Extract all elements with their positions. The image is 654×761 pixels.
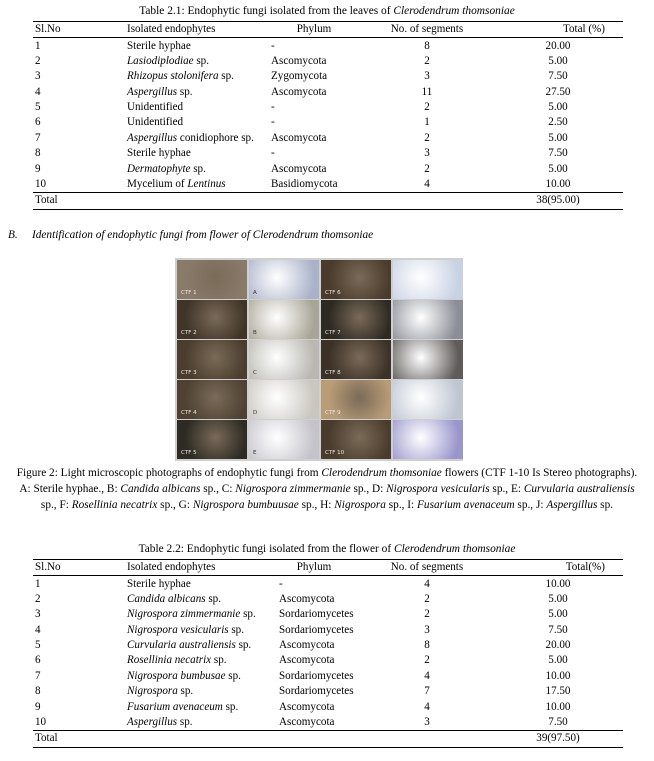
figure-panel: [177, 300, 247, 339]
figure-panel-label: CTF 7: [325, 329, 341, 336]
cell-total: 5.00: [548, 654, 568, 667]
endophyte-post-text: sp.: [225, 669, 241, 682]
figure-panel-label: D: [253, 409, 258, 416]
endophyte-italic-text: Curvularia australiensis: [127, 639, 236, 652]
figure-panel: [393, 380, 463, 419]
figure-panel-label: E: [253, 449, 257, 456]
cell-endophyte: [125, 700, 265, 715]
caption-text: sp., C:: [200, 483, 236, 495]
cell-slno: 7: [35, 669, 41, 682]
table2-body: [33, 576, 623, 731]
table-row: [33, 592, 623, 607]
figure-panel: [177, 260, 247, 299]
endophyte-pre-text: Mycelium of: [127, 178, 188, 191]
table1-header-total: Total (%): [491, 22, 623, 38]
endophyte-italic-text: Rhizopus stolonifera: [127, 70, 219, 83]
figure-panel: [321, 300, 391, 339]
figure-panel-label: CTF 9: [325, 409, 341, 416]
cell-total: 17.50: [545, 685, 571, 698]
cell-phylum: Zygomycota: [271, 70, 328, 83]
endophyte-italic-text: Aspergillus: [127, 131, 178, 144]
cell-segments: 7: [424, 685, 430, 698]
cell-slno: 9: [35, 700, 41, 713]
figure-2-photo-grid: [175, 258, 463, 461]
figure-panel-label: CTF 1: [181, 289, 197, 296]
cell-total: 7.50: [548, 623, 568, 636]
table-row: [33, 131, 623, 146]
table1-header-phylum: Phylum: [265, 22, 363, 38]
cell-total: 2.50: [548, 116, 568, 129]
cell-total: 5.00: [548, 608, 568, 621]
figure-panel: [393, 300, 463, 339]
cell-slno: 2: [35, 592, 41, 605]
table-row: [33, 715, 623, 731]
cell-phylum: Ascomycota: [271, 131, 327, 144]
caption-species-text: Clerodendrum thomsoniae: [321, 467, 442, 479]
cell-slno: 5: [35, 639, 41, 652]
caption-species-text: Curvularia australiensis: [523, 483, 635, 495]
figure-panel-label: CTF 5: [181, 449, 197, 456]
endophyte-post-text: conidiophore sp.: [177, 131, 254, 144]
cell-slno: 9: [35, 162, 41, 175]
cell-segments: 4: [424, 178, 430, 191]
cell-total: 20.00: [545, 639, 571, 652]
cell-endophyte: [125, 653, 265, 668]
cell-segments: 11: [421, 85, 433, 98]
table-row: [33, 85, 623, 100]
table1-total-value: 38(95.00): [491, 193, 623, 209]
endophyte-pre-text: Unidentified: [127, 116, 184, 129]
table-row: [33, 684, 623, 699]
cell-phylum: -: [271, 39, 275, 52]
caption-text: sp., G:: [157, 499, 193, 511]
cell-total: 20.00: [545, 39, 571, 52]
cell-endophyte: [125, 715, 265, 731]
cell-segments: 4: [424, 700, 430, 713]
endophyte-post-text: sp.: [240, 608, 256, 621]
cell-segments: 2: [424, 608, 430, 621]
cell-endophyte: [125, 131, 265, 146]
cell-total: 5.00: [548, 592, 568, 605]
table2-total-value: 39(97.50): [491, 731, 623, 747]
caption-text: sp., H:: [298, 499, 335, 511]
cell-slno: 1: [35, 577, 41, 590]
cell-slno: 3: [35, 70, 41, 83]
endophyte-italic-text: Nigrospora vesicularis: [127, 623, 229, 636]
section-b-title: Identification of endophytic fungi from flower of Clerodendrum thomsoniae: [32, 229, 374, 241]
endophyte-pre-text: Sterile hyphae: [127, 39, 191, 52]
table1-header-segments: No. of segments: [363, 22, 491, 38]
figure-panel: [393, 420, 463, 459]
figure-2-caption: [14, 465, 640, 513]
cell-phylum: Sordariomycetes: [279, 608, 354, 621]
endophyte-italic-text: Lentinus: [187, 178, 226, 191]
cell-phylum: Ascomycota: [279, 592, 335, 605]
cell-phylum: -: [271, 116, 275, 129]
cell-slno: 7: [35, 131, 41, 144]
table2-header-row: [33, 560, 623, 576]
figure-panel-label: CTF 2: [181, 329, 197, 336]
figure-panel: [177, 420, 247, 459]
cell-phylum: Basidiomycota: [271, 178, 338, 191]
endophyte-post-text: sp.: [218, 70, 234, 83]
figure-panel: [249, 380, 319, 419]
table1-total-row: [33, 193, 623, 209]
caption-species-text: Rosellinia necatrix: [71, 499, 158, 511]
endophyte-italic-text: Aspergillus: [127, 716, 178, 729]
cell-slno: 8: [35, 685, 41, 698]
cell-total: 7.50: [548, 147, 568, 160]
caption-text: flowers (CTF 1-10 Is Stereo photographs). A: Sterile hyphae., B:: [19, 467, 638, 495]
endophyte-italic-text: Dermatophyte: [127, 162, 191, 175]
table2-header-phylum: Phylum: [265, 560, 363, 576]
cell-total: 27.50: [545, 85, 571, 98]
table2-total-row: [33, 731, 623, 747]
table2-header-endophytes: Isolated endophytes: [125, 560, 265, 576]
cell-total: 5.00: [548, 54, 568, 67]
cell-endophyte: [125, 38, 265, 54]
table-row: [33, 576, 623, 592]
cell-phylum: Ascomycota: [279, 716, 335, 729]
figure-panel: [321, 260, 391, 299]
table-row: [33, 700, 623, 715]
cell-endophyte: [125, 638, 265, 653]
cell-segments: 8: [424, 639, 430, 652]
cell-endophyte: [125, 684, 265, 699]
figure-panel: [393, 340, 463, 379]
endophyte-italic-text: Rosellinia necatrix: [127, 654, 212, 667]
table-row: [33, 146, 623, 161]
table-row: [33, 54, 623, 69]
figure-panel: [393, 260, 463, 299]
cell-endophyte: [125, 669, 265, 684]
section-b-heading: [8, 230, 373, 241]
endophyte-post-text: sp.: [228, 623, 245, 636]
endophyte-post-text: sp.: [235, 639, 252, 652]
table1-caption: [0, 6, 654, 17]
table2-total-label: Total: [33, 731, 125, 747]
table1-caption-prefix: Table 2.1: Endophytic fungi isolated from the leaves of: [139, 5, 394, 17]
cell-segments: 2: [424, 592, 430, 605]
table1-header-endophytes: Isolated endophytes: [125, 22, 265, 38]
cell-segments: 3: [424, 147, 430, 160]
caption-species-text: Fusarium avenaceum: [417, 499, 515, 511]
cell-phylum: Ascomycota: [279, 654, 335, 667]
table-row: [33, 100, 623, 115]
cell-phylum: Sordariomycetes: [279, 685, 354, 698]
cell-segments: 3: [424, 70, 430, 83]
figure-panel-label: CTF 4: [181, 409, 197, 416]
cell-segments: 2: [424, 54, 430, 67]
cell-endophyte: [125, 607, 265, 622]
cell-endophyte: [125, 54, 265, 69]
table2-caption: [0, 544, 654, 555]
cell-endophyte: [125, 146, 265, 161]
caption-species-text: Nigrospora bumbuusae: [192, 499, 299, 511]
endophyte-pre-text: Sterile hyphae: [127, 147, 191, 160]
cell-segments: 2: [424, 654, 430, 667]
cell-total: 10.00: [545, 669, 571, 682]
cell-phylum: Sordariomycetes: [279, 623, 354, 636]
table-row: [33, 177, 623, 193]
cell-slno: 6: [35, 654, 41, 667]
cell-slno: 2: [35, 54, 41, 67]
cell-endophyte: [125, 162, 265, 177]
cell-segments: 2: [424, 101, 430, 114]
table-row: [33, 115, 623, 130]
caption-species-text: Candida albicans: [120, 483, 201, 495]
cell-slno: 4: [35, 85, 41, 98]
figure-panel: [177, 380, 247, 419]
cell-slno: 10: [35, 716, 47, 729]
cell-total: 7.50: [548, 70, 568, 83]
caption-text: Figure 2: Light microscopic photographs of endophytic fungi from: [16, 467, 322, 479]
endophyte-italic-text: Nigrospora zimmermanie: [127, 608, 241, 621]
figure-panel: [321, 340, 391, 379]
cell-segments: 2: [424, 131, 430, 144]
cell-phylum: Ascomycota: [279, 700, 335, 713]
figure-panel: [321, 420, 391, 459]
table1-total-label: Total: [33, 193, 125, 209]
figure-panel: [249, 260, 319, 299]
cell-total: 7.50: [548, 716, 568, 729]
table-row: [33, 669, 623, 684]
caption-species-text: Nigrospora vesicularis: [386, 483, 490, 495]
cell-segments: 3: [424, 716, 430, 729]
cell-slno: 6: [35, 116, 41, 129]
cell-phylum: Ascomycota: [279, 639, 335, 652]
table1-caption-species: Clerodendrum thomsoniae: [393, 5, 515, 17]
endophyte-post-text: sp.: [193, 54, 209, 67]
cell-total: 5.00: [548, 131, 568, 144]
caption-text: sp., I:: [385, 499, 418, 511]
caption-text: sp., D:: [350, 483, 387, 495]
table2-caption-prefix: Table 2.2: Endophytic fungi isolated from the flower of: [138, 543, 395, 555]
endophyte-post-text: sp.: [190, 162, 206, 175]
cell-slno: 1: [35, 39, 41, 52]
endophyte-post-text: sp.: [177, 716, 193, 729]
endophyte-italic-text: Lasiodiplodiae: [127, 54, 194, 67]
cell-endophyte: [125, 85, 265, 100]
table2-header-slno: Sl.No: [33, 560, 125, 576]
table1-header-slno: Sl.No: [33, 22, 125, 38]
endophyte-pre-text: Unidentified: [127, 101, 184, 114]
table-row: [33, 69, 623, 84]
table1-body: [33, 38, 623, 193]
endophyte-post-text: sp.: [177, 685, 194, 698]
table-row: [33, 638, 623, 653]
table2: [33, 559, 623, 748]
table-row: [33, 623, 623, 638]
cell-phylum: Ascomycota: [271, 85, 327, 98]
cell-endophyte: [125, 592, 265, 607]
figure-panel-label: CTF 3: [181, 369, 197, 376]
cell-phylum: -: [271, 147, 275, 160]
cell-segments: 2: [424, 162, 430, 175]
table2-header-segments: No. of segments: [363, 560, 491, 576]
figure-panel: [177, 340, 247, 379]
cell-phylum: Ascomycota: [271, 162, 327, 175]
cell-phylum: -: [271, 101, 275, 114]
cell-endophyte: [125, 623, 265, 638]
caption-text: sp., F:: [40, 499, 72, 511]
cell-slno: 4: [35, 623, 41, 636]
table-row: [33, 607, 623, 622]
caption-text: sp., J:: [514, 499, 547, 511]
endophyte-italic-text: Fusarium avenaceum: [127, 700, 223, 713]
endophyte-italic-text: Nigrospora: [127, 685, 178, 698]
cell-segments: 8: [424, 39, 430, 52]
cell-slno: 8: [35, 147, 41, 160]
table-row: [33, 653, 623, 668]
endophyte-post-text: sp.: [211, 654, 227, 667]
table2-header-total: Total(%): [491, 560, 623, 576]
cell-total: 10.00: [545, 178, 571, 191]
figure-panel: [321, 380, 391, 419]
table1-header-row: [33, 22, 623, 38]
table1: [33, 21, 623, 210]
cell-segments: 1: [424, 116, 430, 129]
cell-phylum: Sordariomycetes: [279, 669, 354, 682]
endophyte-italic-text: Candida albicans: [127, 592, 206, 605]
cell-endophyte: [125, 576, 265, 592]
section-b-letter: B.: [8, 229, 18, 241]
endophyte-pre-text: Sterile hyphae: [127, 577, 191, 590]
cell-segments: 3: [424, 623, 430, 636]
cell-endophyte: [125, 100, 265, 115]
cell-total: 5.00: [548, 101, 568, 114]
figure-panel-label: A: [253, 289, 257, 296]
cell-endophyte: [125, 115, 265, 130]
caption-text: sp.: [597, 499, 614, 511]
cell-slno: 10: [35, 178, 47, 191]
cell-endophyte: [125, 69, 265, 84]
endophyte-italic-text: Aspergillus: [127, 85, 178, 98]
cell-phylum: Ascomycota: [271, 54, 327, 67]
table2-caption-species: Clerodendrum thomsoniae: [394, 543, 516, 555]
cell-total: 10.00: [545, 700, 571, 713]
figure-panel-label: CTF 8: [325, 369, 341, 376]
caption-species-text: Nigrospora zimmermanie: [235, 483, 351, 495]
endophyte-post-text: sp.: [177, 85, 193, 98]
figure-panel: [249, 300, 319, 339]
table-row: [33, 162, 623, 177]
table-row: [33, 38, 623, 54]
caption-text: sp., E:: [489, 483, 524, 495]
cell-endophyte: [125, 177, 265, 193]
cell-total: 10.00: [545, 577, 571, 590]
caption-species-text: Aspergillus: [546, 499, 598, 511]
figure-panel: [249, 420, 319, 459]
figure-panel-label: CTF 10: [325, 449, 345, 456]
figure-panel-label: C: [253, 369, 257, 376]
cell-slno: 5: [35, 101, 41, 114]
endophyte-italic-text: Nigrospora bumbusae: [127, 669, 226, 682]
cell-slno: 3: [35, 608, 41, 621]
cell-total: 5.00: [548, 162, 568, 175]
endophyte-post-text: sp.: [222, 700, 239, 713]
cell-phylum: -: [279, 577, 283, 590]
cell-segments: 4: [424, 577, 430, 590]
cell-segments: 4: [424, 669, 430, 682]
caption-species-text: Nigrospora: [334, 499, 386, 511]
figure-panel-label: CTF 6: [325, 289, 341, 296]
endophyte-post-text: sp.: [205, 592, 222, 605]
figure-panel: [249, 340, 319, 379]
figure-panel-label: B: [253, 329, 257, 336]
